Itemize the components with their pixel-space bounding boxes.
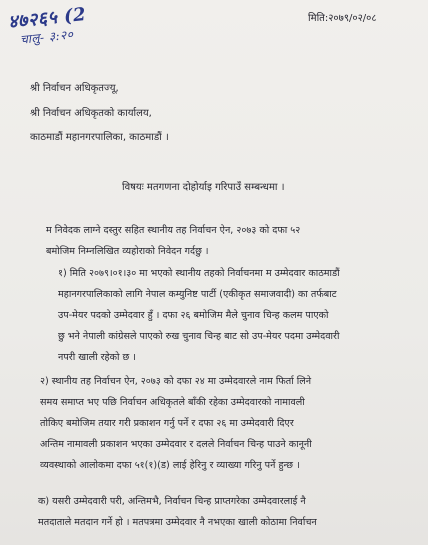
handwritten-note: चालु- ३:२० — [19, 27, 75, 47]
text-line: नपरी खाली रहेको छ । — [58, 352, 136, 363]
text-line: छु भने नेपाली कांग्रेसले पाएको रुख चुनाव चिन्ह बाट सो उप-मेयर पदमा उम्मेदवारी — [58, 331, 340, 342]
text-line: व्यवस्थाको आलोकमा दफा ५१(१)(ड) लाई हेरिनु र व्याख्या गरिनु पर्ने हुन्छ । — [40, 460, 300, 471]
recipient-line-1: श्री निर्वाचन अधिकृतज्यू, — [30, 83, 119, 94]
text-line: बमोजिम निम्नलिखित व्यहोराको निवेदन गर्दछु । — [46, 246, 209, 257]
letter-subject: विषयः मतगणना दोहोर्याइ गरिपाउँ सम्बन्धमा । — [122, 182, 285, 193]
handwritten-registration-number: ४७२६५ (2 — [7, 3, 88, 34]
text-line: २) स्थानीय तह निर्वाचन ऐन, २०७३ को दफा २४ मा उम्मेदवारले नाम फिर्ता लिने — [40, 376, 312, 387]
paragraph-3 — [38, 491, 418, 533]
intro-paragraph — [46, 220, 416, 262]
paragraph-1 — [58, 263, 418, 368]
text-line: उप-मेयर पदको उम्मेदवार हुँ । दफा २६ बमोजिम मैले चुनाव चिन्ह कलम पाएको — [58, 310, 329, 321]
paragraph-2 — [40, 371, 418, 476]
recipient-line-2: श्री निर्वाचन अधिकृतको कार्यालय, — [30, 108, 152, 119]
text-line: क) यसरी उम्मेदवारी परी, अन्तिमभै, निर्वाचन चिन्ह प्राप्तगरेका उम्मेदवारलाई नै — [38, 496, 306, 507]
text-line: महानगरपालिकाको लागि नेपाल कम्युनिष्ट पार्टी (एकीकृत समाजवादी) का तर्फबाट — [58, 289, 337, 300]
recipient-line-3: काठमाडौं महानगरपालिका, काठमाडौं । — [30, 132, 169, 143]
letter-date: मिति:२०७९/०२/०८ — [308, 13, 377, 24]
text-line: अन्तिम नामावली प्रकाशन भएका उम्मेदवार र दलले निर्वाचन चिन्ह पाउने कानूनी — [40, 439, 312, 450]
text-line: म निवेदक लाग्ने दस्तुर सहित स्थानीय तह निर्वाचन ऐन, २०७३ को दफा ५२ — [46, 225, 301, 236]
text-line: तोकिए बमोजिम तयार गरी प्रकाशन गर्नु पर्ने र दफा २६ मा उम्मेदवारी दिएर — [40, 418, 294, 429]
text-line: १) मिति २०७९।०१।३० मा भएको स्थानीय तहको निर्वाचनमा म उम्मेदवार काठमाडौं — [58, 268, 340, 279]
text-line: समय समाप्त भए पछि निर्वाचन अधिकृतले बाँकी रहेका उम्मेदवारको नामावली — [40, 397, 305, 408]
text-line: मतदाताले मतदान गर्ने हो । मतपत्रमा उम्मेदवार नै नभएका खाली कोठामा निर्वाचन — [38, 517, 317, 528]
